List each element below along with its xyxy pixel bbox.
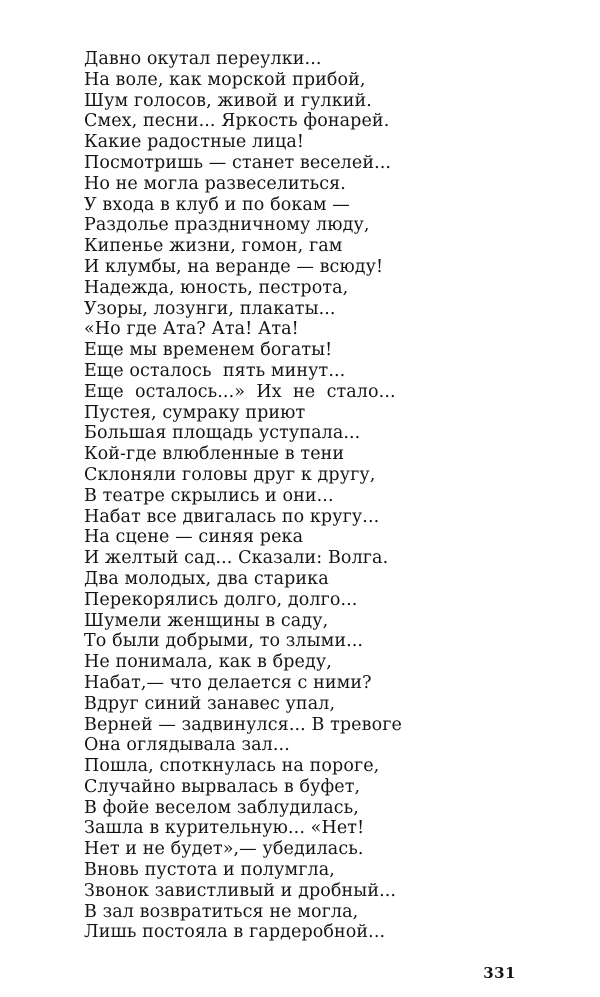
poem-line: В театре скрылись и они... (84, 485, 334, 506)
poem-line: Пошла, споткнулась на пороге, (84, 756, 380, 777)
poem-line: Раздолье праздничному люду, (84, 215, 370, 236)
poem-line: Случайно вырвалась в буфет, (84, 776, 361, 797)
poem-line: Нет и не будет»,— убедилась. (84, 839, 364, 860)
poem-line: Шумели женщины в саду, (84, 610, 329, 631)
poem-line: Вновь пустота и полумгла, (84, 860, 335, 881)
poem-line: Давно окутал переулки... (84, 49, 322, 69)
poem-line: Два молодых, два старика (84, 568, 329, 589)
poem-line: И желтый сад... Сказали: Волга. (84, 548, 389, 569)
poem-line: Набат,— что делается с ними? (84, 672, 372, 693)
poem-line: Кой-где влюбленные в тени (84, 444, 345, 465)
poem-line: То были добрыми, то злыми... (84, 631, 364, 652)
poem-line: Надежда, юность, пестрота, (84, 277, 349, 298)
poem-line: Перекорялись долго, долго... (84, 589, 358, 610)
poem-line: На сцене — синяя река (84, 527, 304, 548)
poem-line: Верней — задвинулся... В тревоге (84, 714, 402, 735)
poem-text (84, 49, 402, 943)
poem-line: «Но где Ата? Ата! Ата! (84, 319, 299, 340)
poem-line: Какие радостные лица! (84, 132, 305, 153)
poem-line: В фойе веселом заблудилась, (84, 797, 359, 818)
poem-line: Еще осталось...» Их не стало... (84, 381, 396, 402)
poem-line: В зал возвратиться не могла, (84, 901, 359, 922)
poem-line: Лишь постояла в гардеробной... (84, 922, 386, 943)
poem-line: Не понимала, как в бреду, (84, 652, 332, 673)
poem-line: Шум голосов, живой и гулкий. (84, 90, 372, 111)
poem-line: Еще осталось пять минут... (84, 360, 346, 381)
poem-line: И клумбы, на веранде — всюду! (84, 256, 384, 277)
poem-line: Набат все двигалась по кругу... (84, 506, 380, 527)
poem-line: Смех, песни... Яркость фонарей. (84, 111, 390, 132)
page-number: 331 (483, 964, 516, 982)
poem-line: У входа в клуб и по бокам — (84, 194, 350, 215)
poem-line: Еще мы временем богаты! (84, 340, 333, 361)
poem-line: Но не могла развеселиться. (84, 173, 346, 194)
poem-line: Пустея, сумраку приют (84, 402, 306, 423)
poem-line: Зашла в курительную... «Нет! (84, 818, 365, 839)
poem-line: Большая площадь уступала... (84, 423, 361, 444)
poem-line: Узоры, лозунги, плакаты... (84, 298, 336, 319)
poem-line: Звонок завистливый и дробный... (84, 880, 397, 901)
poem-line: На воле, как морской прибой, (84, 69, 366, 90)
poem-line: Она оглядывала зал... (84, 735, 290, 756)
poem-line: Посмотришь — станет веселей... (84, 152, 392, 173)
poem-line: Вдруг синий занавес упал, (84, 693, 336, 714)
poem-line: Склоняли головы друг к другу, (84, 464, 376, 485)
poem-line: Кипенье жизни, гомон, гам (84, 236, 343, 257)
